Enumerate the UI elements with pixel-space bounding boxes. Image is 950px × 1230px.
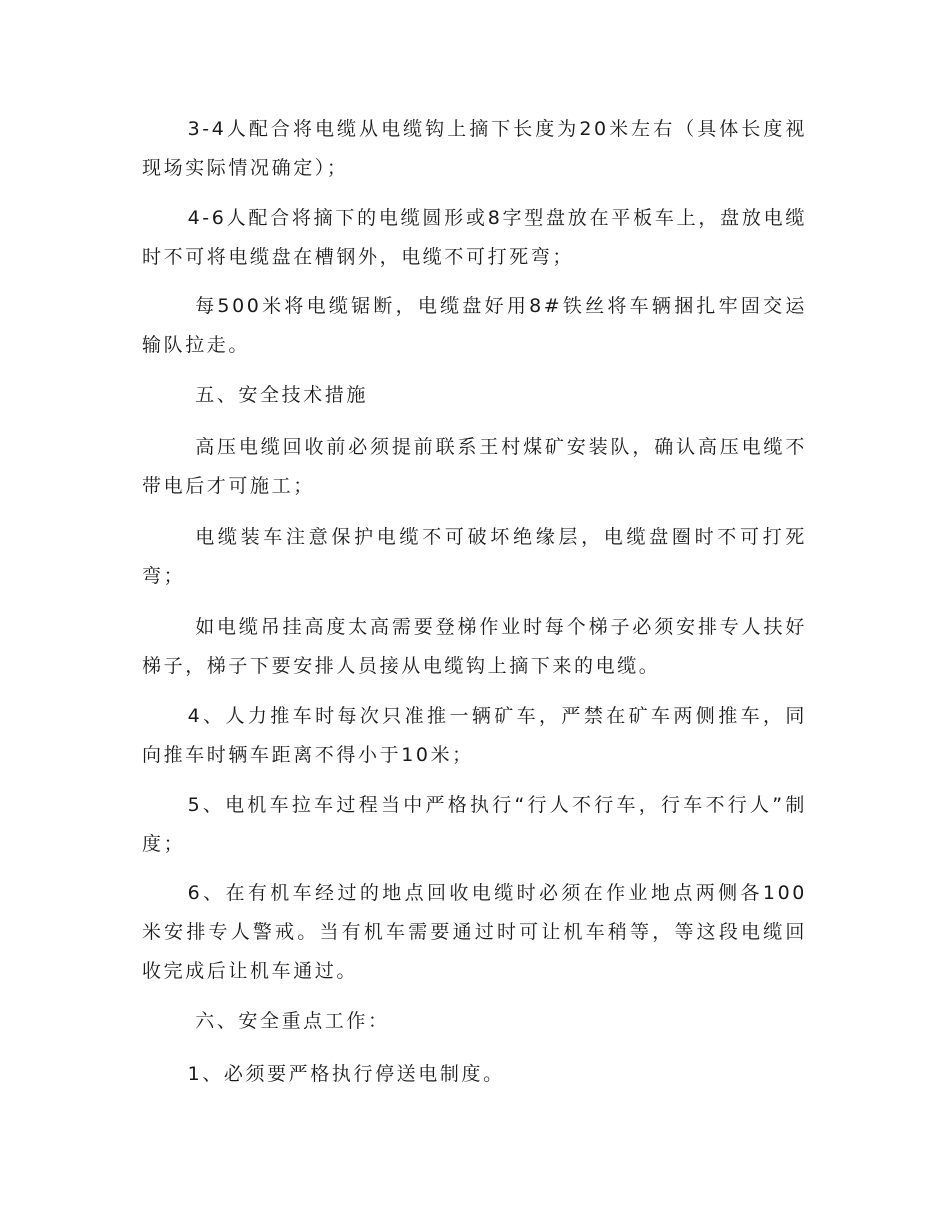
paragraph-item-5: 5、电机车拉车过程当中严格执行“行人不行车，行车不行人”制度； [142, 794, 807, 855]
paragraph-item-1: 1、必须要严格执行停送电制度。 [187, 1063, 505, 1085]
paragraph-power-confirmation: 高压电缆回收前必须提前联系王村煤矿安装队，确认高压电缆不带电后才可施工； [142, 436, 807, 497]
paragraph-item-6: 6、在有机车经过的地点回收电缆时必须在作业地点两侧各100米安排专人警戒。当有机车需要通过时可让机车稍等，等这段电缆回收完成后让机车通过。 [142, 882, 807, 982]
paragraph-item-4: 4、人力推车时每次只准推一辆矿车，严禁在矿车两侧推车，同向推车时辆车距离不得小于10米； [142, 705, 807, 766]
paragraph-cable-removal: 3-4人配合将电缆从电缆钩上摘下长度为20米左右（具体长度视现场实际情况确定）； [142, 118, 807, 179]
paragraph-cable-coiling: 4-6人配合将摘下的电缆圆形或8字型盘放在平板车上，盘放电缆时不可将电缆盘在槽钢外，电缆不可打死弯； [142, 207, 807, 268]
section-heading-key-work: 六、安全重点工作： [195, 1010, 390, 1032]
paragraph-cable-loading: 电缆装车注意保护电缆不可破坏绝缘层，电缆盘圈时不可打死弯； [142, 526, 807, 587]
paragraph-ladder-work: 如电缆吊挂高度太高需要登梯作业时每个梯子必须安排专人扶好梯子，梯子下要安排人员接从电缆钩上摘下来的电缆。 [142, 616, 807, 677]
section-heading-safety-measures: 五、安全技术措施 [195, 384, 368, 406]
paragraph-cable-cutting: 每500米将电缆锯断，电缆盘好用8#铁丝将车辆捆扎牢固交运输队拉走。 [142, 295, 807, 356]
